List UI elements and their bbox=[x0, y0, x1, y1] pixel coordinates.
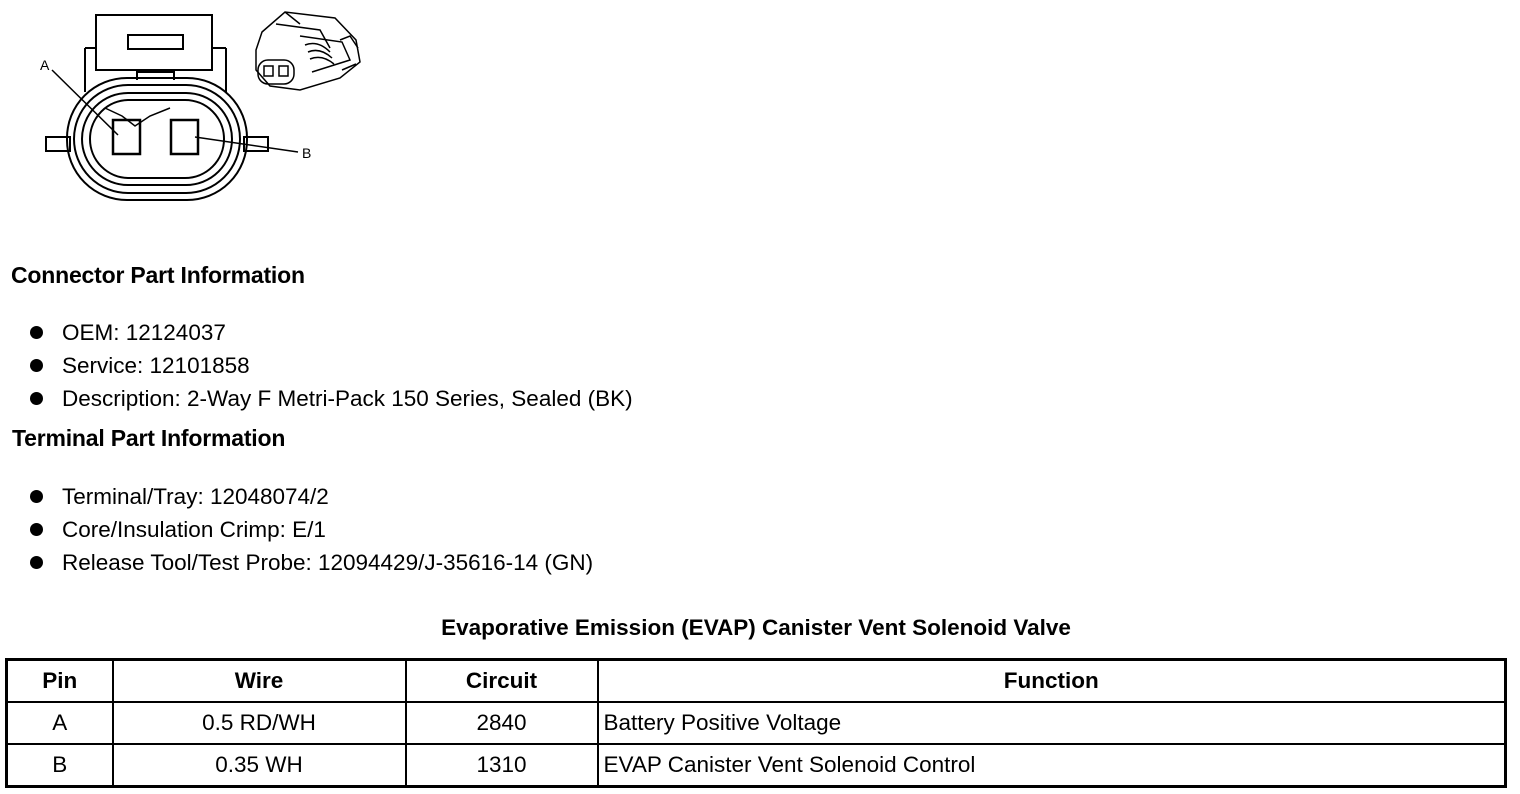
list-item bbox=[30, 349, 633, 382]
bullet-icon bbox=[30, 556, 43, 569]
list-item bbox=[30, 546, 593, 579]
table-row bbox=[7, 702, 1506, 744]
header-wire: Wire bbox=[113, 660, 406, 703]
table-header-row bbox=[7, 660, 1506, 703]
bullet-icon bbox=[30, 523, 43, 536]
connector-diagram bbox=[0, 0, 400, 230]
cell-wire: 0.35 WH bbox=[113, 744, 406, 787]
bullet-icon bbox=[30, 326, 43, 339]
cell-pin: A bbox=[7, 702, 113, 744]
connector-isometric-view bbox=[256, 12, 360, 90]
connector-body bbox=[67, 78, 247, 200]
crimp-text: Core/Insulation Crimp: E/1 bbox=[62, 516, 326, 542]
cell-pin: B bbox=[7, 744, 113, 787]
service-text: Service: 12101858 bbox=[62, 352, 250, 378]
connector-info-list bbox=[30, 316, 633, 415]
label-b: B bbox=[302, 145, 312, 161]
cell-function: EVAP Canister Vent Solenoid Control bbox=[598, 744, 1506, 787]
header-circuit: Circuit bbox=[406, 660, 598, 703]
pinout-table bbox=[5, 658, 1507, 788]
list-item bbox=[30, 480, 593, 513]
table-row bbox=[7, 744, 1506, 787]
connector-side-tabs bbox=[46, 137, 268, 151]
header-function: Function bbox=[598, 660, 1506, 703]
bullet-icon bbox=[30, 490, 43, 503]
label-a: A bbox=[40, 57, 50, 73]
cell-circuit: 2840 bbox=[406, 702, 598, 744]
list-item bbox=[30, 513, 593, 546]
bullet-icon bbox=[30, 392, 43, 405]
terminal-info-heading: Terminal Part Information bbox=[12, 425, 286, 451]
terminal-b-cavity bbox=[171, 120, 198, 154]
cell-circuit: 1310 bbox=[406, 744, 598, 787]
description-text: Description: 2-Way F Metri-Pack 150 Series, Sealed (BK) bbox=[62, 385, 633, 411]
terminal-tray-text: Terminal/Tray: 12048074/2 bbox=[62, 483, 329, 509]
list-item bbox=[30, 382, 633, 415]
header-pin: Pin bbox=[7, 660, 113, 703]
cell-wire: 0.5 RD/WH bbox=[113, 702, 406, 744]
bullet-icon bbox=[30, 359, 43, 372]
oem-text: OEM: 12124037 bbox=[62, 319, 226, 345]
cell-function: Battery Positive Voltage bbox=[598, 702, 1506, 744]
terminal-info-list bbox=[30, 480, 593, 579]
connector-info-heading: Connector Part Information bbox=[11, 262, 305, 288]
release-tool-text: Release Tool/Test Probe: 12094429/J-35616-14 (GN) bbox=[62, 549, 594, 575]
table-title: Evaporative Emission (EVAP) Canister Vent Solenoid Valve bbox=[441, 615, 1071, 640]
list-item bbox=[30, 316, 633, 349]
